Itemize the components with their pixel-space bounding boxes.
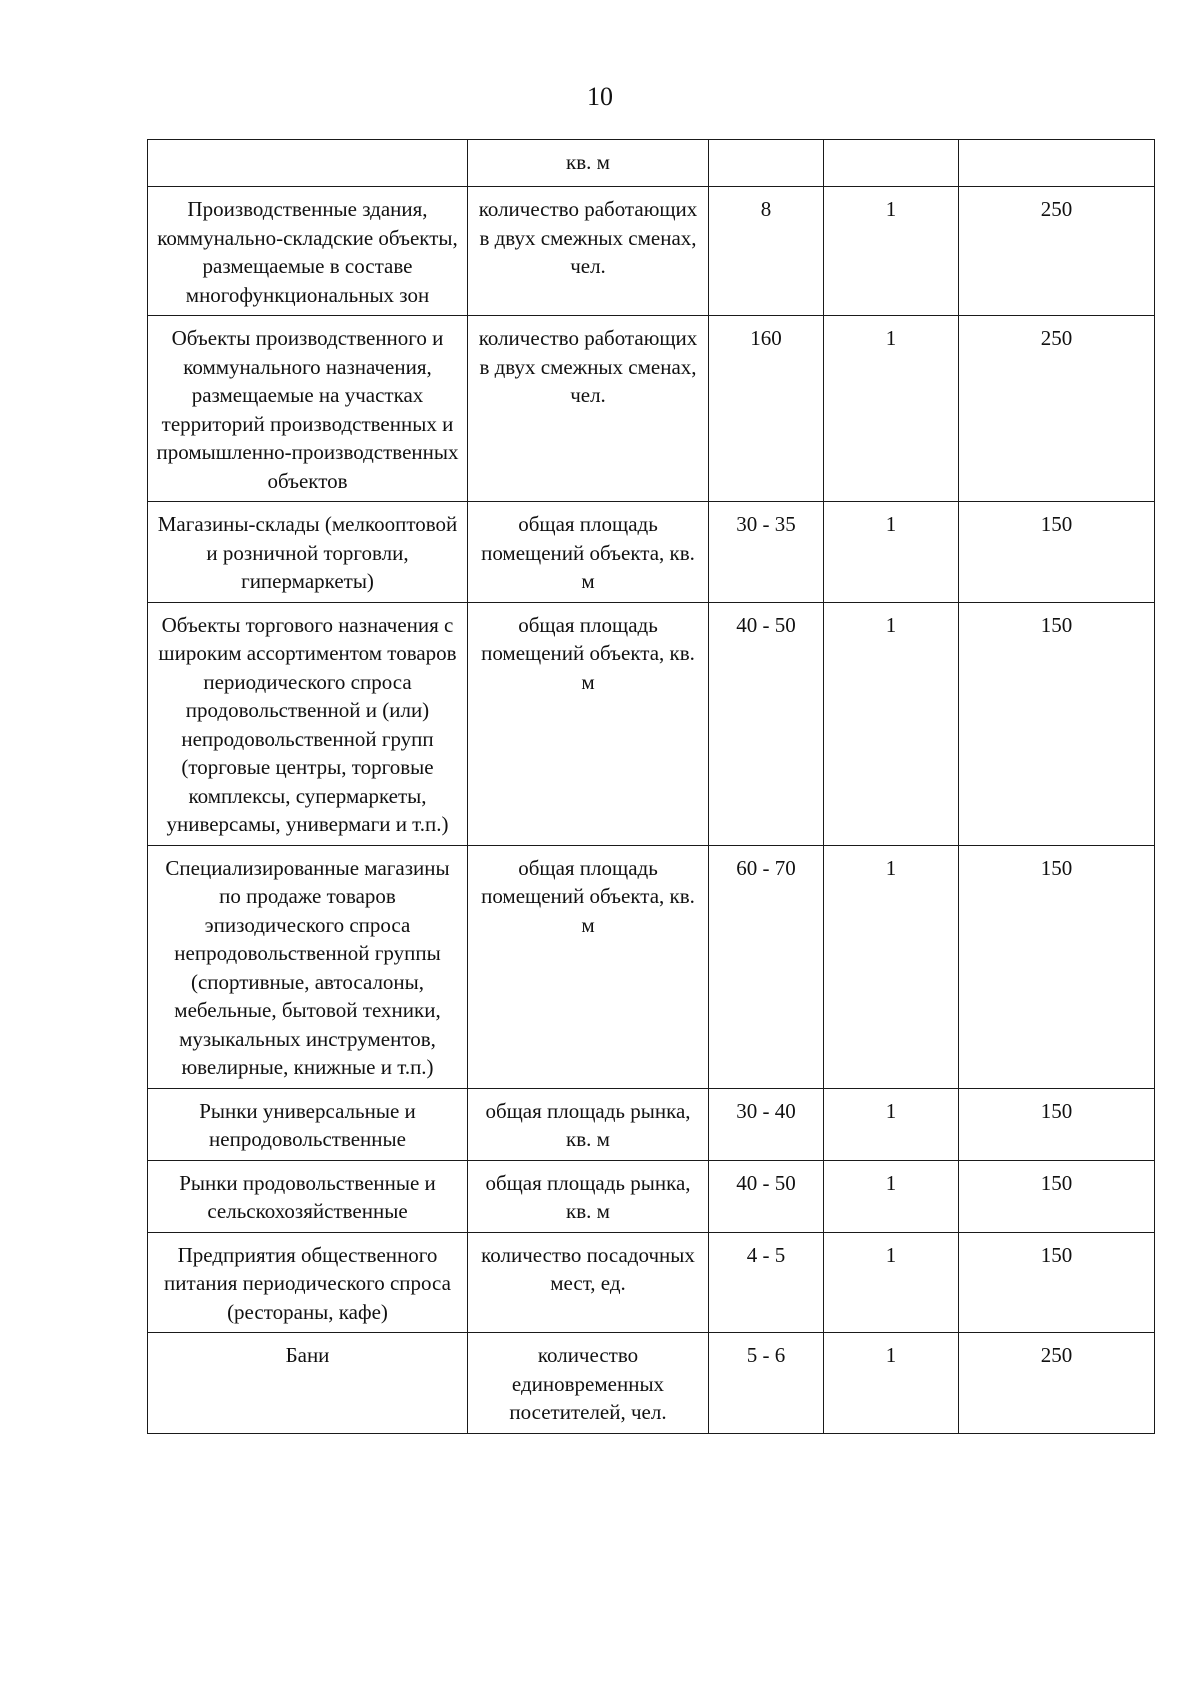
distance-cell: 250	[959, 1333, 1155, 1434]
norm-cell: 8	[709, 187, 824, 316]
unit-cell: количество посадочных мест, ед.	[468, 1232, 709, 1333]
count-cell: 1	[824, 1232, 959, 1333]
object-cell: Объекты производственного и коммунального назначения, размещаемые на участках территорий производственных и промышленно-производственных объектов	[148, 316, 468, 502]
distance-cell: 150	[959, 1232, 1155, 1333]
distance-cell: 250	[959, 316, 1155, 502]
unit-cell: количество единовременных посетителей, чел.	[468, 1333, 709, 1434]
parking-norms-table	[147, 139, 1155, 1434]
norm-cell: 30 - 35	[709, 502, 824, 603]
unit-cell: количество работающих в двух смежных сменах, чел.	[468, 316, 709, 502]
unit-cell: количество работающих в двух смежных сменах, чел.	[468, 187, 709, 316]
table-row	[148, 602, 1155, 845]
norm-cell	[709, 140, 824, 187]
unit-cell: общая площадь рынка, кв. м	[468, 1160, 709, 1232]
norm-cell: 30 - 40	[709, 1088, 824, 1160]
count-cell: 1	[824, 316, 959, 502]
count-cell: 1	[824, 1160, 959, 1232]
count-cell: 1	[824, 502, 959, 603]
distance-cell: 150	[959, 1088, 1155, 1160]
object-cell: Магазины-склады (мелкооптовой и розничной торговли, гипермаркеты)	[148, 502, 468, 603]
norm-cell: 4 - 5	[709, 1232, 824, 1333]
unit-cell: общая площадь рынка, кв. м	[468, 1088, 709, 1160]
count-cell	[824, 140, 959, 187]
distance-cell: 150	[959, 602, 1155, 845]
table-row	[148, 845, 1155, 1088]
unit-cell: кв. м	[468, 140, 709, 187]
unit-cell: общая площадь помещений объекта, кв. м	[468, 602, 709, 845]
count-cell: 1	[824, 1333, 959, 1434]
unit-cell: общая площадь помещений объекта, кв. м	[468, 502, 709, 603]
distance-cell: 250	[959, 187, 1155, 316]
table-row	[148, 1160, 1155, 1232]
object-cell	[148, 140, 468, 187]
object-cell: Объекты торгового назначения с широким ассортиментом товаров периодического спроса продовольственной и (или) непродовольственной групп (торговые центры, торговые комплексы, супермаркеты, универсамы, универмаги и т.п.)	[148, 602, 468, 845]
norm-cell: 40 - 50	[709, 602, 824, 845]
norm-cell: 60 - 70	[709, 845, 824, 1088]
count-cell: 1	[824, 602, 959, 845]
count-cell: 1	[824, 187, 959, 316]
table-row	[148, 187, 1155, 316]
norm-cell: 40 - 50	[709, 1160, 824, 1232]
table-row	[148, 502, 1155, 603]
norm-cell: 5 - 6	[709, 1333, 824, 1434]
distance-cell: 150	[959, 845, 1155, 1088]
table-row	[148, 1088, 1155, 1160]
table-row	[148, 316, 1155, 502]
unit-cell: общая площадь помещений объекта, кв. м	[468, 845, 709, 1088]
object-cell: Предприятия общественного питания периодического спроса (рестораны, кафе)	[148, 1232, 468, 1333]
distance-cell	[959, 140, 1155, 187]
object-cell: Рынки продовольственные и сельскохозяйственные	[148, 1160, 468, 1232]
table-row	[148, 1333, 1155, 1434]
object-cell: Производственные здания, коммунально-складские объекты, размещаемые в составе многофункциональных зон	[148, 187, 468, 316]
table-row	[148, 140, 1155, 187]
object-cell: Рынки универсальные и непродовольственные	[148, 1088, 468, 1160]
distance-cell: 150	[959, 1160, 1155, 1232]
page-number: 10	[587, 82, 613, 111]
distance-cell: 150	[959, 502, 1155, 603]
norm-cell: 160	[709, 316, 824, 502]
count-cell: 1	[824, 845, 959, 1088]
count-cell: 1	[824, 1088, 959, 1160]
object-cell: Бани	[148, 1333, 468, 1434]
table-row	[148, 1232, 1155, 1333]
object-cell: Специализированные магазины по продаже товаров эпизодического спроса непродовольственной группы (спортивные, автосалоны, мебельные, бытовой техники, музыкальных инструментов, ювелирные, книжные и т.п.)	[148, 845, 468, 1088]
